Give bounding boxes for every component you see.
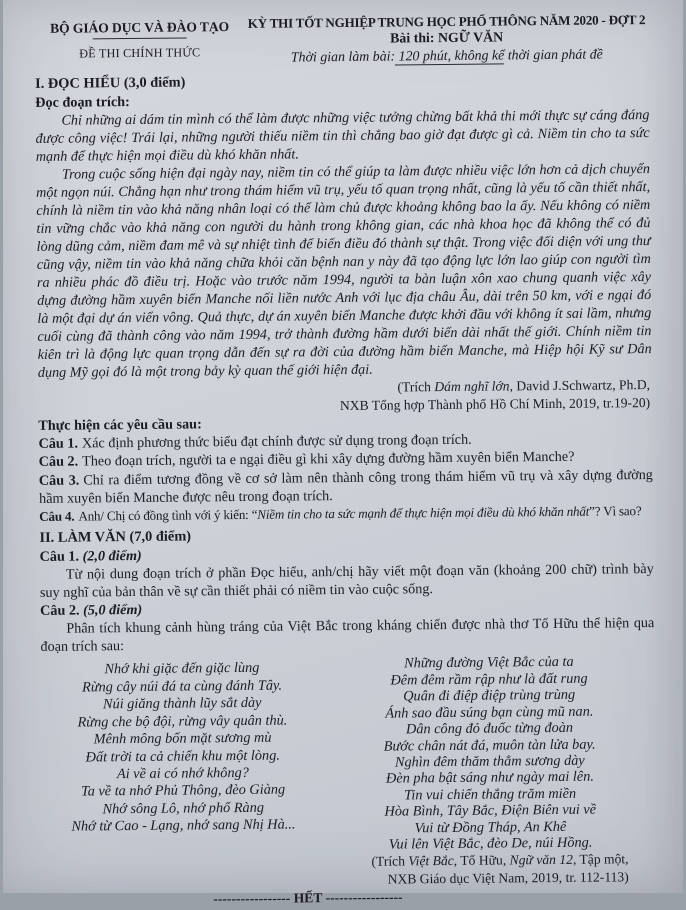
header-right-block — [244, 8, 649, 68]
poem-excerpt — [41, 654, 657, 857]
ministry-underline — [93, 37, 187, 39]
poem-line: Nghìn đêm thăm thẳm sương dày — [394, 752, 585, 771]
poem-line: Đất trời ta cả chiến khu một lòng. — [85, 747, 280, 765]
question-2-text: Theo đoạn trích, người ta e ngại điều gì khi xây dựng đường hầm xuyên biển Manche? — [82, 449, 575, 470]
poem-line: Nhớ sông Lô, nhớ phố Ràng — [102, 799, 265, 818]
poem-citation-volume: , Tập một, — [572, 851, 629, 868]
poem-line: Ai về ai có nhớ không? — [116, 764, 249, 783]
writing-q2-label: Câu 2. — [40, 603, 80, 620]
poem-line: Tin vui chiến thắng trăm miền — [404, 785, 577, 804]
question-1-text: Xác định phương thức biểu đạt chính được sử dụng trong đoạn trích. — [81, 431, 472, 452]
citation-prefix: (Trích — [397, 379, 435, 395]
excerpt-citation-line-2: NXB Tổng hợp Thành phố Hồ Chí Minh, 2019, tr.19-20) — [339, 394, 651, 413]
poem-line: Dân công đỏ đuốc từng đoàn — [405, 719, 574, 738]
poem-line: Những đường Việt Bắc của ta — [404, 654, 574, 672]
reading-intro: Đọc đoạn trích: — [35, 94, 130, 111]
duration-suffix: thời gian phát đề — [504, 47, 603, 64]
poem-line: Vui lên Việt Bắc, đèo De, núi Hồng. — [388, 834, 593, 853]
writing-q2-points: (5,0 điểm) — [83, 602, 143, 619]
writing-q1-label: Câu 1. — [39, 549, 80, 566]
poem-line: Ta về ta nhớ Phủ Thông, đèo Giàng — [80, 781, 286, 800]
question-4-quote: Niềm tin cho ta sức mạnh để thực hiện mọi điều dù khó khăn nhất — [257, 503, 590, 523]
poem-citation-prefix: (Trích — [371, 853, 409, 870]
question-3 — [39, 466, 653, 508]
duration-prefix: Thời gian làm bài: — [290, 49, 396, 66]
tasks-heading: Thực hiện các yêu cầu sau: — [38, 416, 202, 434]
poem-citation-textbook: Ngữ văn 12 — [509, 852, 573, 868]
poem-line: Đèn pha bật sáng như ngày mai lên. — [385, 768, 595, 787]
poem-column-left — [41, 657, 325, 857]
question-4-suffix: ”? Vì sao? — [589, 503, 642, 519]
duration-underlined: 120 phút, không kể — [395, 48, 505, 65]
citation-author: , David J.Schwartz, Ph.D, — [509, 377, 651, 394]
poem-line: Bước chân nát đá, muôn tàn lửa bay. — [383, 736, 596, 755]
section-1-heading: I. ĐỌC HIỂU (3,0 điểm) — [35, 74, 186, 92]
poem-line: Rừng che bộ đội, rừng vây quân thù. — [77, 712, 288, 731]
writing-q1-points: (2,0 điểm) — [82, 548, 142, 565]
question-3-text: Chỉ ra điểm tương đồng về cơ sở làm nên thành công trong thám hiểm vũ trụ và xây dựng đường hầm xuyên biển Manche được nêu trong đoạn trích. — [38, 466, 653, 507]
question-4-label: Câu 4. — [39, 508, 75, 525]
poem-line: Nhớ từ Cao - Lạng, nhớ sang Nhị Hà... — [71, 816, 296, 835]
poem-line: Rừng cây núi đá ta cùng đánh Tây. — [82, 677, 283, 696]
section-2-heading: II. LÀM VĂN (7,0 điểm) — [39, 528, 192, 547]
poem-line: Núi giăng thành lũy sắt dày — [102, 695, 262, 713]
poem-line: Vui từ Đồng Tháp, An Khê — [414, 818, 567, 836]
poem-line: Mênh mông bốn mặt sương mù — [93, 729, 272, 748]
poem-citation-line-2: NXB Giáo dục Việt Nam, 2019, tr. 112-113) — [387, 869, 629, 887]
end-marker: ----------------- HẾT ----------------- — [213, 889, 403, 907]
duration-line — [245, 46, 649, 68]
poem-citation-author: , Tố Hữu, — [453, 852, 510, 869]
question-3-label: Câu 3. — [38, 472, 80, 489]
poem-line: Đêm đêm rầm rập như là đất rung — [390, 670, 588, 689]
excerpt-paragraph-1: Chỉ những ai dám tin mình có thể làm được những việc tưởng chừng bất khả thi mới thực sự cáng đáng được công việc! Trái lại, những người thiếu niềm tin thì chẳng bao giờ đạt được gì cả. Niềm tin cho ta sức mạnh để thực hiện mọi điều dù khó khăn nhất. — [35, 107, 650, 165]
question-1-label: Câu 1. — [38, 435, 79, 452]
poem-line: Nhớ khi giặc đến giặc lùng — [104, 660, 260, 678]
poem-citation-title: Việt Bắc — [408, 853, 454, 869]
subject-line: Bài thi: NGỮ VĂN — [390, 30, 504, 47]
citation-book-title: Dám nghĩ lớn — [434, 378, 510, 395]
exam-title: KỲ THI TỐT NGHIỆP TRUNG HỌC PHỔ THÔNG NĂM 2020 - ĐỢT 2 — [247, 12, 646, 31]
ministry-name: BỘ GIÁO DỤC VÀ ĐÀO TẠO — [49, 19, 230, 36]
excerpt-paragraph-2: Trong cuộc sống hiện đại ngày nay, niềm tin có thể giúp ta làm được nhiều việc lớn hơn cả dịch chuyển một ngọn núi. Chẳng hạn như trong thám hiểm vũ trụ, yếu tố quan trọng nhất, cũng là yếu tố cần thiết nhất, chính là niềm tin vào khả năng nhân loại có thể làm chủ được khoảng không bao la ấy. Nếu không có niềm tin vững chắc vào khả năng con người du hành trong không gian, các nhà khoa học đã không thể có đủ lòng dũng cảm, niềm đam mê và sự nhiệt tình để biến điều đó thành sự thật. Trong việc đối diện với ung thư cũng vậy, niềm tin vào khả năng chữa khỏi căn bệnh nan y này đã tạo động lực lớn lao giúp con người tìm ra nhiều phác đồ điều trị. Hoặc vào trước năm 1994, người ta bàn luận xôn xao chung quanh việc xây dựng đường hầm xuyên biển Manche nối liền nước Anh với lục địa châu Âu, dài trên 50 km, với e ngại đó là một đại dự án viển vông. Quả thực, dự án xuyên biển Manche được khởi đầu với không ít sai lầm, nhưng cuối cùng đã thành công vào năm 1994, trở thành đường hầm dưới biển dài nhất thế giới. Chính niềm tin kiên trì là động lực quan trọng dẫn đến sự ra đời của đường hầm biển Manche, mà Hiệp hội Kỹ sư Dân dụng Mỹ gọi đó là một trong bảy kỳ quan thế giới hiện đại. — [36, 161, 652, 381]
writing-q2-text: Phân tích khung cảnh hùng tráng của Việt Bắc trong kháng chiến được nhà thơ Tố Hữu thể hiện qua đoạn trích sau: — [40, 615, 655, 656]
header-left-block — [34, 12, 245, 70]
poem-line: Hòa Bình, Tây Bắc, Điện Biên vui về — [384, 801, 597, 820]
question-2-label: Câu 2. — [38, 453, 79, 471]
exam-paper-photo — [3, 0, 683, 907]
document-header — [34, 8, 649, 70]
poem-column-right — [323, 654, 656, 854]
official-exam-label: ĐỀ THI CHÍNH THỨC — [79, 45, 201, 61]
writing-q1-text: Từ nội dung đoạn trích ở phần Đọc hiểu, anh/chị hãy viết một đoạn văn (khoảng 200 chữ) trình bày suy nghĩ của bản thân về sự cần thiết phải có niềm tin vào cuộc sống. — [39, 561, 654, 602]
question-4-text: Anh/ Chị có đồng tình với ý kiến: “ — [78, 507, 258, 524]
poem-line: Quân đi điệp điệp trùng trùng — [403, 687, 576, 705]
poem-line: Ánh sao đầu súng bạn cùng mũ nan. — [385, 703, 594, 722]
